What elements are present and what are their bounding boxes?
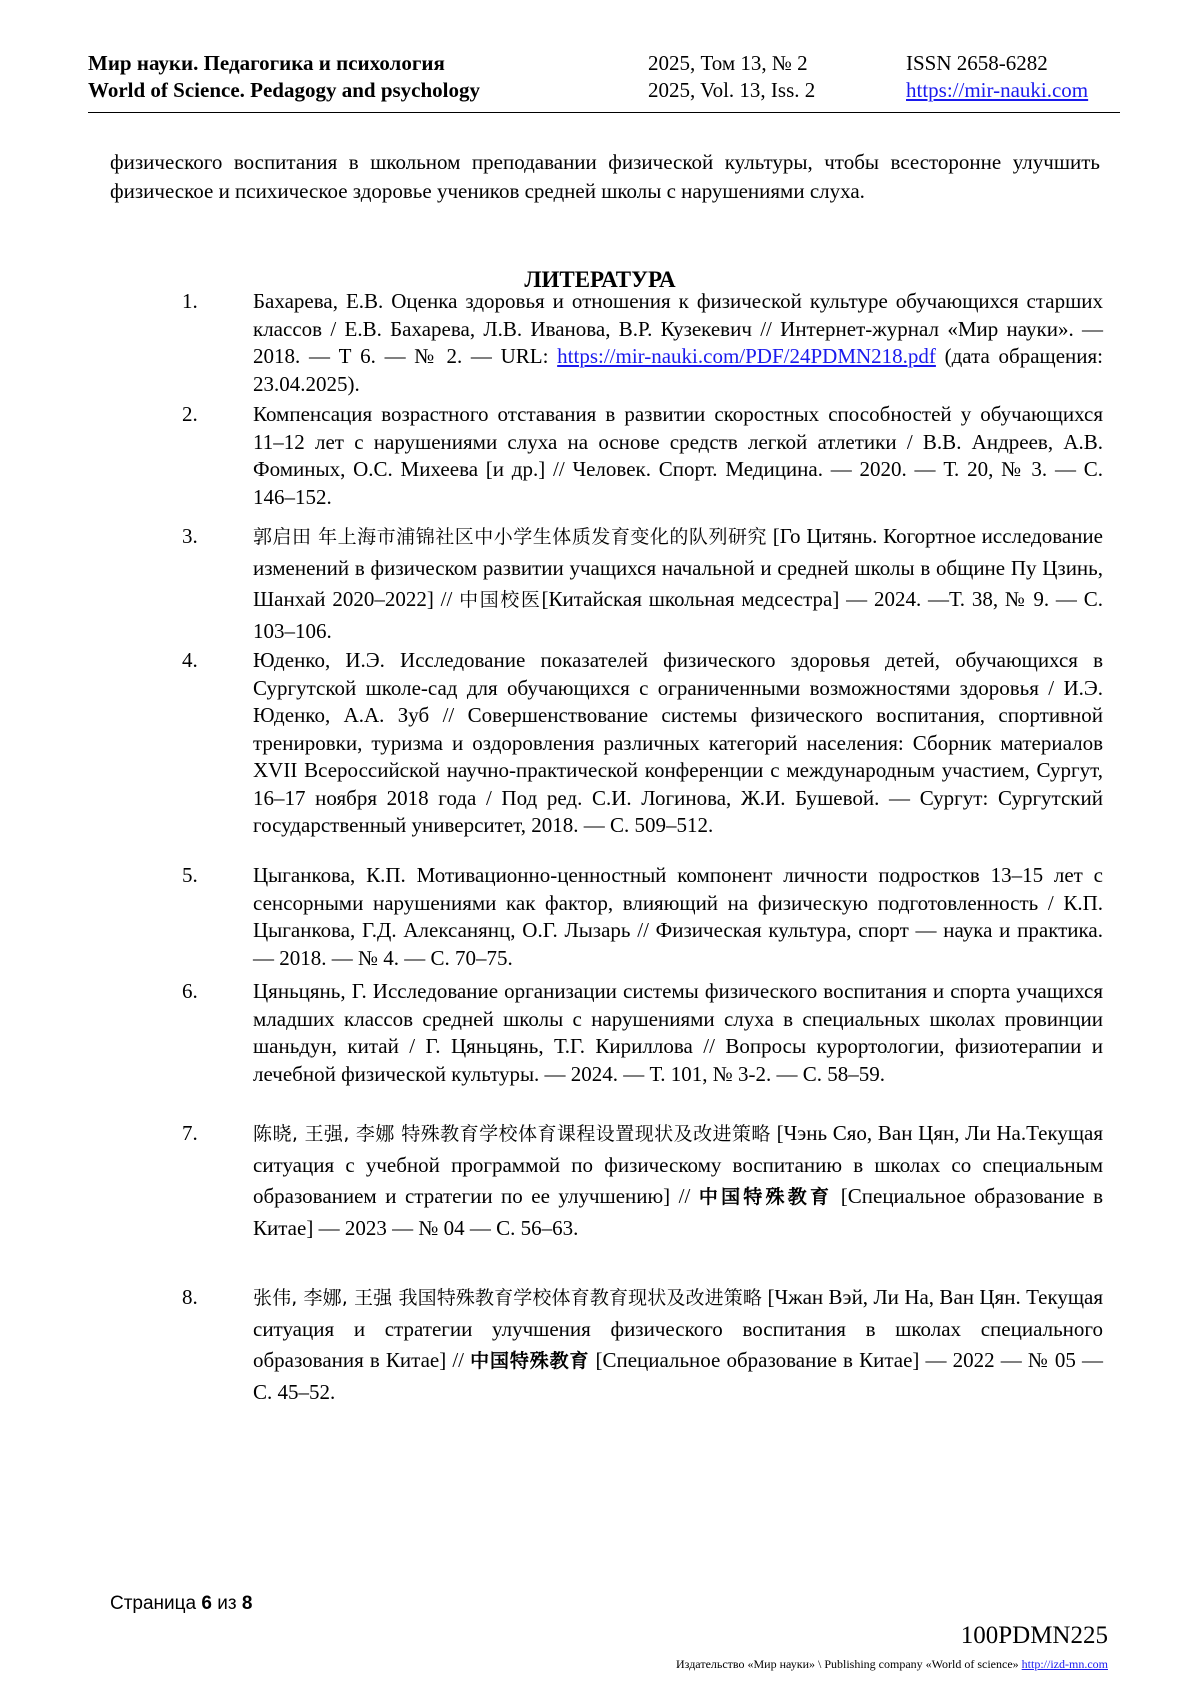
journal-header <box>88 50 1120 113</box>
reference-link[interactable]: https://mir-nauki.com/PDF/24PDMN218.pdf <box>557 344 936 368</box>
publisher-line: Издательство «Мир науки» \ Publishing company «World of science» http://izd-mn.com <box>676 1657 1108 1671</box>
journal-title-block <box>88 50 480 104</box>
reference-text: 陈晓, 王强, 李娜 特殊教育学校体育课程设置现状及改进策略 [Чэнь Сяо, Ван Цян, Ли На.Текущая ситуация с учебной программой по физическому воспитанию в школах со специальным образованием и стратегии по ее улучшению] // 中国特殊教育 [Специальное образование в Китае] — 2023 — № 04 — С. 56–63. <box>253 1121 1103 1240</box>
reference-text: 张伟, 李娜, 王强 我国特殊教育学校体育教育现状及改进策略 [Чжан Вэй, Ли На, Ван Цян. Текущая ситуация и стратегии улучшения физического воспитания в школах специального образования в Китае] // 中国特殊教育 [Специальное образование в Китае] — 2022 — № 05 — С. 45–52. <box>253 1285 1103 1404</box>
reference-number: 2. <box>182 402 198 426</box>
issue-en: 2025, Vol. 13, Iss. 2 <box>648 78 816 102</box>
reference-number: 7. <box>182 1121 198 1145</box>
reference-text: Компенсация возрастного отставания в развитии скоростных способностей у обучающихся 11–12 лет с нарушениями слуха на основе средств легкой атлетики / В.В. Андреев, А.В. Фоминых, О.С. Михеева [и др.] // Человек. Спорт. Медицина. — 2020. — Т. 20, № 3. — С. 146–152. <box>253 402 1103 509</box>
issn: ISSN 2658-6282 <box>906 51 1048 75</box>
reference-number: 1. <box>182 289 198 313</box>
issue-block <box>648 50 815 104</box>
reference-number: 5. <box>182 863 198 887</box>
journal-title-en: World of Science. Pedagogy and psychology <box>88 78 481 102</box>
reference-number: 8. <box>182 1285 198 1309</box>
reference-number: 4. <box>182 648 198 672</box>
reference-text: 郭启田 年上海市浦锦社区中小学生体质发育变化的队列研究 [Го Цитянь. Когортное исследование изменений в физическом развитии учащихся начальной и средней школы в общине Пу Цзинь, Шанхай 2020–2022] // 中国校医[Китайская школьная медсестра] — 2024. —Т. 38, № 9. — С. 103–106. <box>253 524 1103 643</box>
journal-title-ru: Мир науки. Педагогика и психология <box>88 51 445 75</box>
reference-text: Бахарева, Е.В. Оценка здоровья и отношения к физической культуре обучающихся старших классов / Е.В. Бахарева, Л.В. Иванова, В.Р. Кузекевич // Интернет-журнал «Мир науки». — 2018. — Т 6. — № 2. — URL: https://mir-nauki.com/PDF/24PDMN218.pdf (дата обращения: 23.04.2025). <box>253 289 1103 396</box>
journal-url-link[interactable]: https://mir-nauki.com <box>906 78 1089 102</box>
issn-block <box>906 50 1088 104</box>
publisher-link[interactable]: http://izd-mn.com <box>1021 1657 1108 1671</box>
reference-number: 3. <box>182 524 198 548</box>
article-code: 100PDMN225 <box>960 1622 1108 1649</box>
reference-text: Цяньцянь, Г. Исследование организации системы физического воспитания и спорта учащихся младших классов средней школы с нарушениями слуха в специальных школах провинции шаньдун, китай / Г. Цяньцянь, Т.Г. Кириллова // Вопросы курортологии, физиотерапии и лечебной физической культуры. — 2024. — Т. 101, № 3-2. — С. 58–59. <box>253 979 1103 1086</box>
reference-text: Цыганкова, К.П. Мотивационно-ценностный компонент личности подростков 13–15 лет с сенсорными нарушениями как фактор, влияющий на физическую подготовленность / К.П. Цыганкова, Г.Д. Алексанянц, О.Г. Лызарь // Физическая культура, спорт — наука и практика. — 2018. — № 4. — С. 70–75. <box>253 863 1103 970</box>
literature-heading: ЛИТЕРАТУРА <box>524 267 676 292</box>
issue-ru: 2025, Том 13, № 2 <box>648 51 808 75</box>
reference-text: Юденко, И.Э. Исследование показателей физического здоровья детей, обучающихся в Сургутской школе-сад для обучающихся с ограниченными возможностями здоровья / И.Э. Юденко, А.А. Зуб // Совершенствование системы физического воспитания, спортивной тренировки, туризма и оздоровления различных категорий населения: Сборник материалов XVII Всероссийской научно-практической конференции с международным участием, Сургут, 16–17 ноября 2018 года / Под ред. С.И. Логинова, Ж.И. Бушевой. — Сургут: Сургутский государственный университет, 2018. — С. 509–512. <box>253 648 1103 837</box>
intro-paragraph: физического воспитания в школьном преподавании физической культуры, чтобы всесторонне улучшить физическое и психическое здоровье учеников средней школы с нарушениями слуха. <box>110 150 1100 203</box>
page-number: Страница 6 из 8 <box>110 1593 253 1614</box>
reference-number: 6. <box>182 979 198 1003</box>
